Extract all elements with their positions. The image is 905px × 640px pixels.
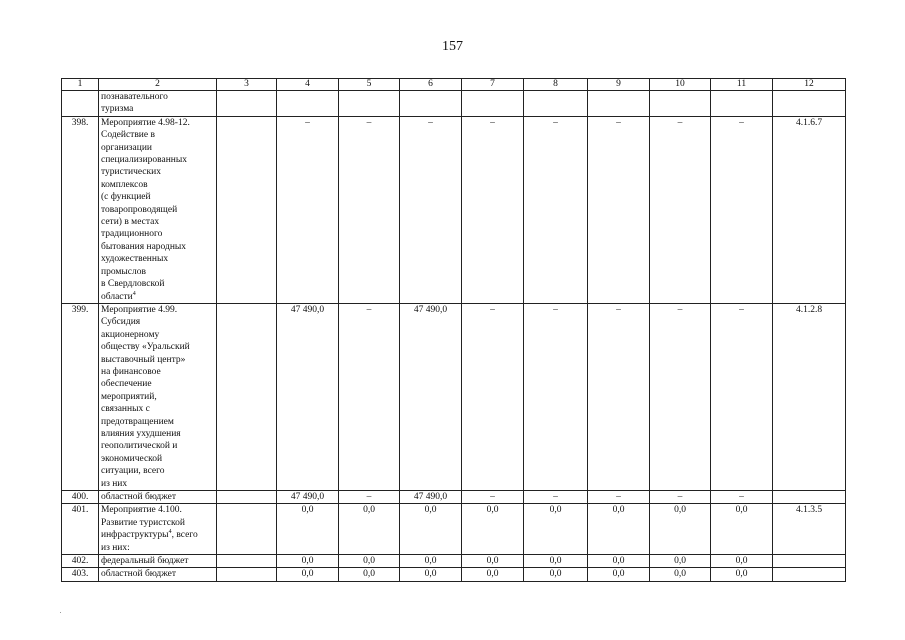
item-name-text: в Свердловской	[101, 279, 165, 290]
item-name-text: федеральный бюджет	[101, 556, 189, 567]
item-name-line	[101, 453, 214, 465]
header-cell: 4	[277, 79, 339, 91]
header-cell: 11	[711, 79, 773, 91]
value-cell: 0,0	[339, 555, 400, 568]
item-name-line	[101, 241, 214, 253]
table-body	[62, 79, 846, 582]
value-cell	[462, 91, 524, 117]
item-name-line	[101, 341, 214, 353]
row-number-cell: 400.	[62, 491, 99, 504]
empty-cell	[217, 116, 277, 303]
value-cell: 0,0	[650, 555, 711, 568]
item-name-text: связанных с	[101, 404, 150, 415]
value-cell: 0,0	[524, 555, 588, 568]
item-name-line	[101, 142, 214, 154]
header-cell: 5	[339, 79, 400, 91]
item-name-text: специализированных	[101, 155, 188, 166]
header-cell: 12	[773, 79, 846, 91]
value-cell: 47 490,0	[277, 303, 339, 490]
item-name-cell	[99, 303, 217, 490]
value-cell: –	[462, 303, 524, 490]
row-number-cell: 399.	[62, 303, 99, 490]
item-name-line	[101, 103, 214, 115]
value-cell: 0,0	[462, 555, 524, 568]
value-cell	[588, 91, 650, 117]
item-name-text: промыслов	[101, 266, 146, 277]
item-name-text: сети) в местах	[101, 217, 160, 228]
item-name-line	[101, 204, 214, 216]
item-name-line	[101, 316, 214, 328]
item-name-text: влияния ухудшения	[101, 428, 181, 439]
value-cell: –	[650, 303, 711, 490]
header-cell: 7	[462, 79, 524, 91]
row-number-cell: 403.	[62, 568, 99, 581]
value-cell: 0,0	[524, 568, 588, 581]
item-name-line	[101, 555, 214, 567]
item-name-text: выставочный центр»	[101, 354, 186, 365]
item-name-text: Развитие туристской	[101, 517, 185, 528]
table-row	[62, 491, 846, 504]
item-name-text: туристических	[101, 167, 161, 178]
target-code-cell: 4.1.6.7	[773, 116, 846, 303]
item-name-line	[101, 391, 214, 403]
item-name-line	[101, 428, 214, 440]
value-cell: –	[400, 116, 462, 303]
value-cell: 0,0	[524, 504, 588, 555]
value-cell	[339, 91, 400, 117]
value-cell: –	[524, 116, 588, 303]
value-cell: 0,0	[588, 555, 650, 568]
item-name-line	[101, 253, 214, 265]
table-row	[62, 555, 846, 568]
header-cell: 10	[650, 79, 711, 91]
item-name-text: Мероприятие 4.100.	[101, 505, 182, 516]
row-number-cell	[62, 91, 99, 117]
target-code-cell: 4.1.2.8	[773, 303, 846, 490]
item-name-text: традиционного	[101, 229, 163, 240]
item-name-cell	[99, 568, 217, 581]
table-row	[62, 116, 846, 303]
item-name-cell	[99, 491, 217, 504]
item-name-line	[101, 529, 214, 541]
item-name-text: , всего	[171, 530, 198, 541]
item-name-line	[101, 403, 214, 415]
value-cell: –	[711, 303, 773, 490]
footnote-mark: 4	[132, 290, 136, 297]
value-cell: –	[462, 491, 524, 504]
item-name-text: областной бюджет	[101, 492, 177, 502]
value-cell	[400, 91, 462, 117]
table-row	[62, 303, 846, 490]
item-name-line	[101, 179, 214, 191]
item-name-text: из них:	[101, 542, 130, 553]
item-name-text: мероприятий,	[101, 391, 157, 402]
item-name-text: художественных	[101, 254, 169, 265]
value-cell: 0,0	[650, 568, 711, 581]
value-cell: –	[588, 491, 650, 504]
value-cell: 0,0	[588, 504, 650, 555]
item-name-text: комплексов	[101, 179, 148, 190]
target-code-cell	[773, 491, 846, 504]
table-row	[62, 568, 846, 581]
value-cell: 0,0	[277, 504, 339, 555]
value-cell: 47 490,0	[400, 491, 462, 504]
item-name-text: Мероприятие 4.98-12.	[101, 117, 190, 128]
item-name-text: туризма	[101, 104, 134, 115]
item-name-line	[101, 266, 214, 278]
item-name-line	[101, 216, 214, 228]
value-cell: 47 490,0	[277, 491, 339, 504]
value-cell: –	[339, 116, 400, 303]
value-cell: 0,0	[711, 504, 773, 555]
item-name-text: обеспечение	[101, 379, 152, 390]
value-cell: –	[339, 491, 400, 504]
item-name-line	[101, 517, 214, 529]
value-cell	[650, 91, 711, 117]
item-name-text: бытования народных	[101, 241, 187, 252]
item-name-line	[101, 329, 214, 341]
row-number-cell: 401.	[62, 504, 99, 555]
empty-cell	[217, 303, 277, 490]
page-number: 157	[442, 39, 463, 54]
item-name-line	[101, 291, 214, 303]
item-name-text: ситуации, всего	[101, 466, 165, 477]
item-name-line	[101, 278, 214, 290]
value-cell: 0,0	[339, 568, 400, 581]
row-number-cell: 402.	[62, 555, 99, 568]
item-name-text: предотвращением	[101, 416, 174, 427]
empty-cell	[217, 555, 277, 568]
footnote-mark: 4	[168, 529, 172, 536]
budget-table	[61, 78, 846, 582]
item-name-line	[101, 166, 214, 178]
value-cell: 0,0	[339, 504, 400, 555]
item-name-line	[101, 416, 214, 428]
item-name-line	[101, 465, 214, 477]
value-cell	[524, 91, 588, 117]
value-cell: 0,0	[400, 555, 462, 568]
item-name-line	[101, 366, 214, 378]
value-cell: 0,0	[400, 504, 462, 555]
item-name-text: Содействие в	[101, 130, 155, 141]
value-cell: –	[711, 116, 773, 303]
item-name-cell	[99, 91, 217, 117]
table-row	[62, 91, 846, 117]
item-name-text: познавательного	[101, 92, 168, 102]
item-name-line	[101, 191, 214, 203]
item-name-text: (с функцией	[101, 192, 151, 203]
value-cell: –	[339, 303, 400, 490]
value-cell: –	[650, 116, 711, 303]
item-name-text: Субсидия	[101, 317, 141, 328]
item-name-line	[101, 129, 214, 141]
header-cell: 6	[400, 79, 462, 91]
empty-cell	[217, 504, 277, 555]
value-cell: –	[277, 116, 339, 303]
value-cell: 0,0	[462, 504, 524, 555]
value-cell: 47 490,0	[400, 303, 462, 490]
item-name-line	[101, 304, 214, 316]
item-name-text: области	[101, 291, 133, 302]
value-cell: 0,0	[711, 555, 773, 568]
item-name-cell	[99, 555, 217, 568]
value-cell: 0,0	[650, 504, 711, 555]
value-cell: 0,0	[711, 568, 773, 581]
item-name-line	[101, 228, 214, 240]
item-name-line	[101, 568, 214, 580]
item-name-text: товаропроводящей	[101, 204, 178, 215]
item-name-text: обществу «Уральский	[101, 342, 190, 353]
item-name-line	[101, 542, 214, 554]
target-code-cell: 4.1.3.5	[773, 504, 846, 555]
item-name-line	[101, 504, 214, 516]
item-name-cell	[99, 504, 217, 555]
table-row	[62, 504, 846, 555]
table-header-row	[62, 79, 846, 91]
item-name-line	[101, 440, 214, 452]
row-number-cell: 398.	[62, 116, 99, 303]
item-name-text: из них	[101, 478, 128, 489]
value-cell: –	[650, 491, 711, 504]
value-cell: 0,0	[462, 568, 524, 581]
item-name-line	[101, 378, 214, 390]
item-name-line	[101, 117, 214, 129]
item-name-cell	[99, 116, 217, 303]
item-name-line	[101, 154, 214, 166]
item-name-text: организации	[101, 142, 153, 153]
value-cell: –	[524, 303, 588, 490]
value-cell: 0,0	[400, 568, 462, 581]
value-cell: –	[711, 491, 773, 504]
item-name-text: областной бюджет	[101, 569, 177, 580]
value-cell: –	[588, 116, 650, 303]
value-cell: 0,0	[277, 555, 339, 568]
value-cell: 0,0	[588, 568, 650, 581]
value-cell	[711, 91, 773, 117]
item-name-text: Мероприятие 4.99.	[101, 304, 178, 315]
item-name-line	[101, 354, 214, 366]
target-code-cell	[773, 555, 846, 568]
empty-cell	[217, 568, 277, 581]
item-name-text: геополитической и	[101, 441, 178, 452]
item-name-text: инфраструктуры	[101, 530, 169, 541]
empty-cell	[217, 91, 277, 117]
scan-speck	[60, 612, 61, 613]
item-name-text: акционерному	[101, 329, 160, 340]
header-cell: 8	[524, 79, 588, 91]
header-cell: 9	[588, 79, 650, 91]
target-code-cell	[773, 568, 846, 581]
item-name-text: экономической	[101, 453, 163, 464]
header-cell: 1	[62, 79, 99, 91]
value-cell: –	[524, 491, 588, 504]
item-name-line	[101, 478, 214, 490]
value-cell: –	[462, 116, 524, 303]
target-code-cell	[773, 91, 846, 117]
value-cell: –	[588, 303, 650, 490]
header-cell: 3	[217, 79, 277, 91]
header-cell: 2	[99, 79, 217, 91]
value-cell: 0,0	[277, 568, 339, 581]
item-name-line	[101, 491, 214, 503]
value-cell	[277, 91, 339, 117]
item-name-line	[101, 91, 214, 103]
item-name-text: на финансовое	[101, 366, 161, 377]
empty-cell	[217, 491, 277, 504]
